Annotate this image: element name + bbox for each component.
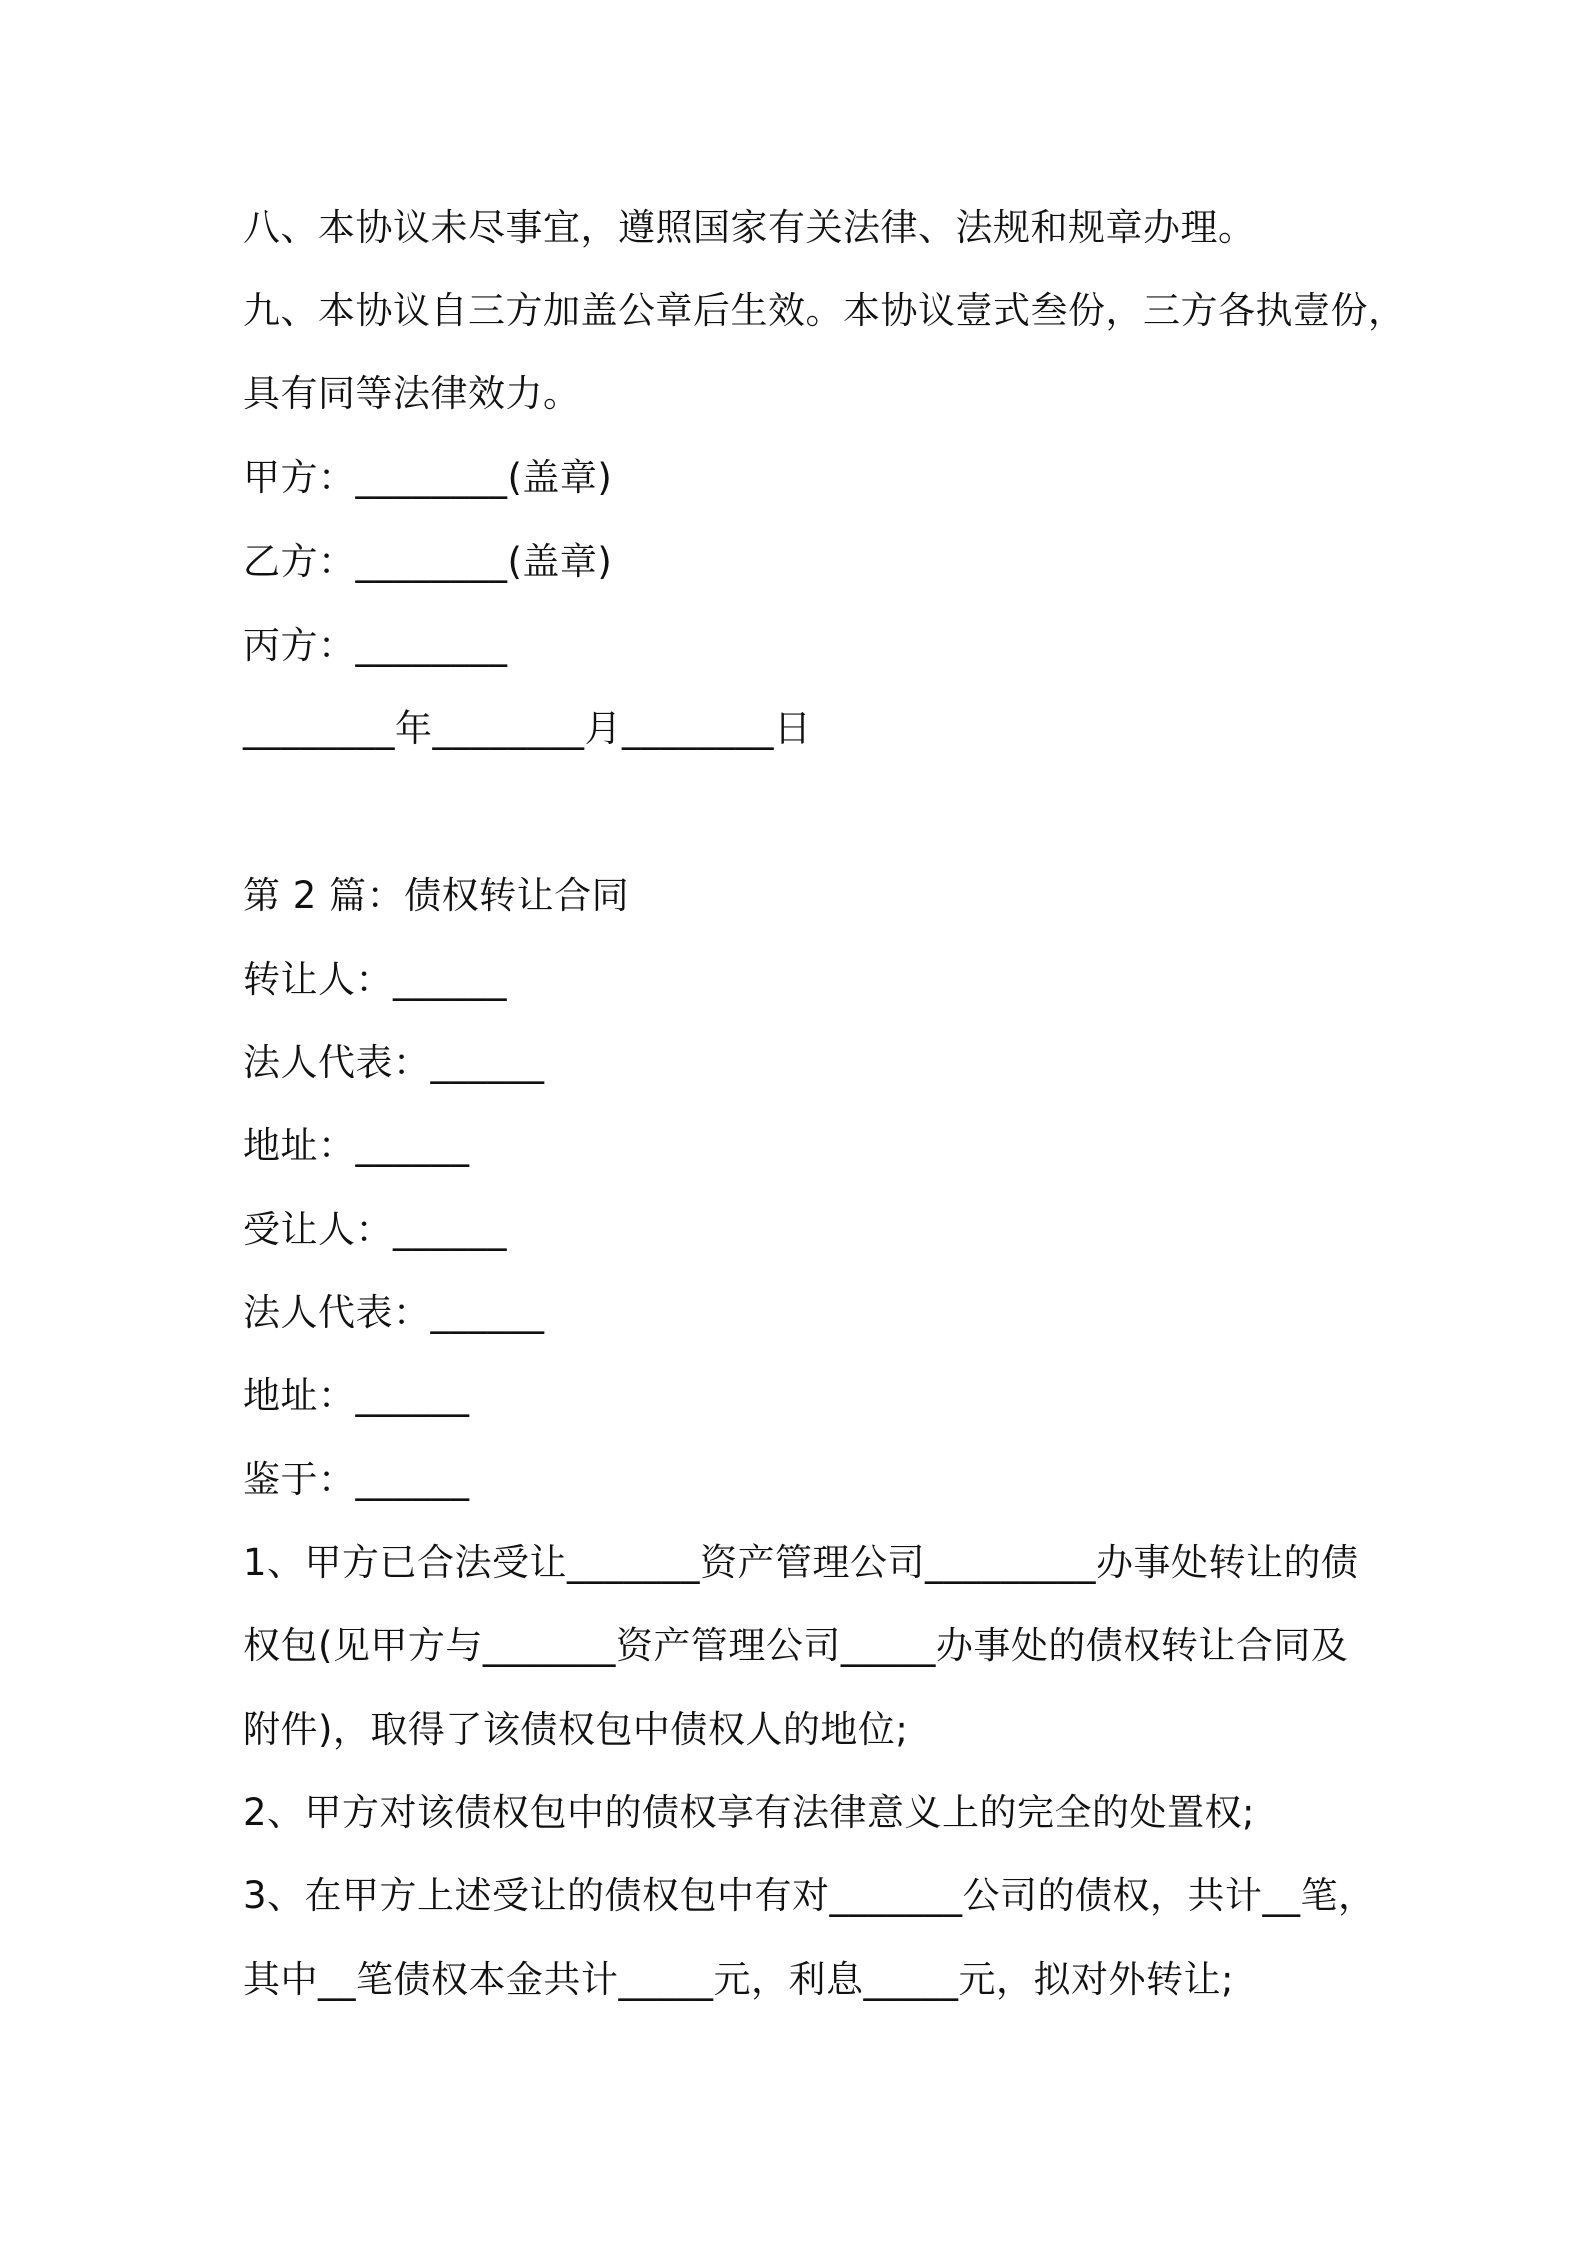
transferee-representative-field: 法人代表：______ <box>243 1291 545 1334</box>
transferor-representative-field: 法人代表：______ <box>243 1041 545 1084</box>
recital-1-end: 附件)，取得了该债权包中债权人的地位; <box>243 1708 909 1751</box>
whereas-field: 鉴于：______ <box>243 1458 470 1501</box>
transferee-address-field: 地址：______ <box>243 1374 470 1417</box>
recital-3: 3、在甲方上述受让的债权包中有对_______公司的债权，共计__笔， <box>243 1874 1376 1917</box>
clause-8: 八、本协议未尽事宜，遵照国家有关法律、法规和规章办理。 <box>243 206 1256 249</box>
clause-9-continued: 具有同等法律效力。 <box>243 372 581 415</box>
transferor-address-field: 地址：______ <box>243 1124 470 1167</box>
signature-party-a: 甲方：________(盖章) <box>243 456 613 499</box>
recital-2: 2、甲方对该债权包中的债权享有法律意义上的完全的处置权; <box>243 1791 1256 1834</box>
transferor-field: 转让人：______ <box>243 958 507 1001</box>
signature-date: ________年________月________日 <box>243 707 812 750</box>
clause-9: 九、本协议自三方加盖公章后生效。本协议壹式叁份，三方各执壹份， <box>243 289 1406 332</box>
signature-party-c: 丙方：________ <box>243 624 508 667</box>
transferee-field: 受让人：______ <box>243 1208 507 1251</box>
recital-3-continued: 其中__笔债权本金共计_____元，利息_____元，拟对外转让; <box>243 1958 1234 2001</box>
signature-party-b: 乙方：________(盖章) <box>243 540 613 583</box>
section-title: 第 2 篇：债权转让合同 <box>243 874 630 917</box>
recital-1: 1、甲方已合法受让_______资产管理公司_________办事处转让的债 <box>243 1541 1359 1584</box>
recital-1-continued: 权包(见甲方与_______资产管理公司_____办事处的债权转让合同及 <box>243 1624 1349 1667</box>
